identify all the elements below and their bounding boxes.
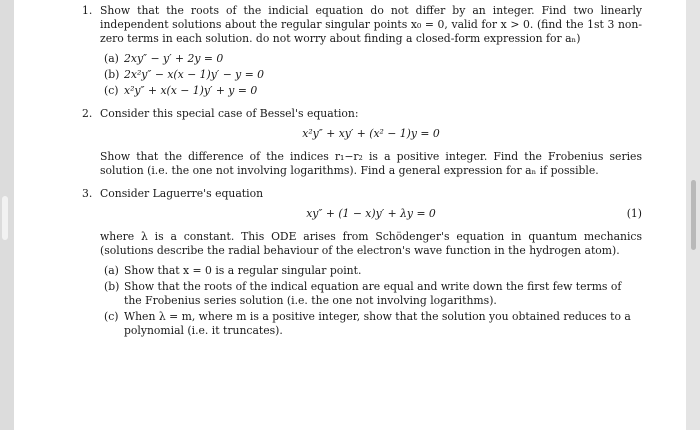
part-text: When λ = m, where m is a positive integer, show that the solution you obtained reduces to a polynomial (i.e. it truncates).	[124, 310, 631, 337]
part-label: (b)	[104, 68, 120, 81]
equation-number: (1)	[626, 207, 642, 220]
question-1-number: 1.	[82, 4, 93, 17]
question-3-equation	[100, 207, 642, 221]
question-3-text: where λ is a constant. This ODE arises from Schödenger's equation in quantum mechanics (solutions describe the radial behaviour of the electron's wave function in the hydrogen atom).	[100, 230, 642, 257]
question-3	[82, 187, 642, 338]
part-text: Show that the roots of the indical equation are equal and write down the first few terms of the Frobenius series solution (i.e. the one not involving logarithms).	[124, 280, 622, 307]
question-1-parts	[100, 52, 642, 98]
question-1-part-a	[104, 52, 642, 66]
question-3-intro: Consider Laguerre's equation	[100, 187, 264, 200]
part-equation: 2x²y″ − x(x − 1)y′ − y = 0	[124, 68, 265, 81]
part-label: (c)	[104, 310, 119, 323]
question-1-text: Show that the roots of the indicial equation do not differ by an integer. Find two linearly independent solutions about the regular singular points x₀ = 0, valid for x > 0. (find the 1st 3 non-zero terms in each solution. do not worry about finding a closed-form expression for aₙ)	[100, 4, 642, 45]
part-equation: x²y″ + x(x − 1)y′ + y = 0	[124, 84, 258, 97]
question-3-part-b	[104, 280, 642, 308]
problem-set	[82, 4, 642, 347]
part-label: (c)	[104, 84, 119, 97]
bessel-equation: x²y″ + xy′ + (x² − 1)y = 0	[302, 127, 440, 140]
laguerre-equation: xy″ + (1 − x)y′ + λy = 0	[306, 207, 436, 220]
question-3-part-c	[104, 310, 642, 338]
question-2-number: 2.	[82, 107, 93, 120]
question-2-equation	[100, 127, 642, 141]
question-1	[82, 4, 642, 98]
question-2-intro: Consider this special case of Bessel's equation:	[100, 107, 359, 120]
part-label: (a)	[104, 52, 119, 65]
question-1-part-c	[104, 84, 642, 98]
part-equation: 2xy″ − y′ + 2y = 0	[124, 52, 224, 65]
question-3-number: 3.	[82, 187, 93, 200]
part-text: Show that x = 0 is a regular singular point.	[124, 264, 362, 277]
part-label: (b)	[104, 280, 120, 293]
question-3-parts	[100, 264, 642, 338]
question-1-part-b	[104, 68, 642, 82]
question-2-text: Show that the difference of the indices r₁−r₂ is a positive integer. Find the Frobenius series solution (i.e. the one not involving logarithms). Find a general expression for aₙ if possible.	[100, 150, 642, 177]
vertical-scrollbar[interactable]	[686, 0, 700, 430]
part-label: (a)	[104, 264, 119, 277]
question-3-part-a	[104, 264, 642, 278]
question-2	[82, 107, 642, 178]
left-edge-bar	[0, 0, 14, 430]
